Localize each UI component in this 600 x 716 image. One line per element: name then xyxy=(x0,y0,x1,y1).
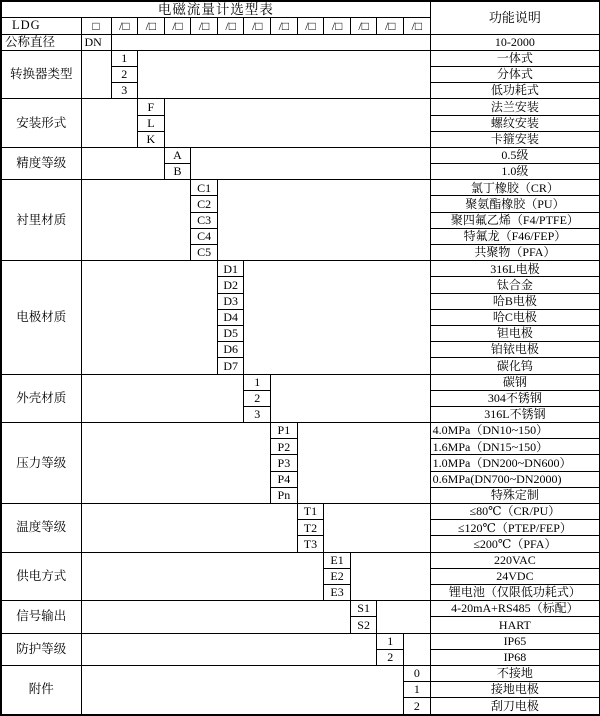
code-cell: P4 xyxy=(271,471,298,487)
function-cell: 特殊定制 xyxy=(430,487,600,503)
code-cell: P2 xyxy=(271,439,298,455)
empty-cell xyxy=(244,261,430,374)
code-cell: B xyxy=(164,164,191,180)
code-cell: D5 xyxy=(217,325,244,341)
function-cell: 304不锈钢 xyxy=(430,390,600,406)
function-column-header: 功能说明 xyxy=(430,1,600,34)
empty-cell xyxy=(81,633,377,665)
empty-cell xyxy=(217,180,430,261)
function-cell: 氯丁橡胶（CR） xyxy=(430,180,600,196)
code-cell: 3 xyxy=(244,406,271,422)
function-cell: ≤200℃（PFA） xyxy=(430,536,600,552)
function-cell: 1.0级 xyxy=(430,164,600,180)
code-cell: E3 xyxy=(324,584,351,600)
function-cell: 316L电极 xyxy=(430,261,600,277)
model-segment-box: /□ xyxy=(111,18,138,34)
code-cell: P3 xyxy=(271,455,298,471)
empty-cell xyxy=(81,504,297,553)
code-cell: C5 xyxy=(191,245,218,261)
category-label: 公称直径 xyxy=(1,34,81,50)
category-label: 温度等级 xyxy=(1,504,81,553)
code-cell: E1 xyxy=(324,552,351,568)
function-cell: 卡箍安装 xyxy=(430,131,600,147)
function-cell: 碳化钨 xyxy=(430,358,600,374)
code-cell: P1 xyxy=(271,423,298,439)
category-label: 外壳材质 xyxy=(1,374,81,423)
function-cell: ≤120℃（PTEP/FEP） xyxy=(430,520,600,536)
function-cell: 法兰安装 xyxy=(430,99,600,115)
code-cell: T2 xyxy=(297,520,324,536)
code-cell: 0 xyxy=(404,665,431,681)
table-row xyxy=(1,147,600,163)
code-cell: 1 xyxy=(111,50,138,66)
table-row xyxy=(1,601,600,617)
function-cell: 共聚物（PFA） xyxy=(430,245,600,261)
table-row xyxy=(1,504,600,520)
function-cell: 碳钢 xyxy=(430,374,600,390)
code-cell: 3 xyxy=(111,83,138,99)
empty-cell xyxy=(81,601,350,633)
empty-cell xyxy=(297,423,430,504)
code-cell: C4 xyxy=(191,228,218,244)
function-cell: 铂铱电极 xyxy=(430,342,600,358)
function-cell: 刮刀电极 xyxy=(430,698,600,715)
code-cell: D6 xyxy=(217,342,244,358)
function-cell: 1.6MPa（DN15~150） xyxy=(430,439,600,455)
function-cell: 1.0MPa（DN200~DN600） xyxy=(430,455,600,471)
code-cell: 1 xyxy=(244,374,271,390)
page-title: 电磁流量计选型表 xyxy=(1,1,430,18)
table-row xyxy=(1,552,600,568)
code-cell: DN xyxy=(81,34,111,50)
table-row xyxy=(1,374,600,390)
function-cell: 0.5级 xyxy=(430,147,600,163)
function-cell: 哈B电极 xyxy=(430,293,600,309)
function-cell: 4.0MPa（DN10~150） xyxy=(430,423,600,439)
empty-cell xyxy=(377,601,430,633)
empty-cell xyxy=(111,34,430,50)
function-cell: 316L不锈钢 xyxy=(430,406,600,422)
code-cell: S2 xyxy=(350,617,377,633)
model-segment-box: /□ xyxy=(191,18,218,34)
function-cell: 钛合金 xyxy=(430,277,600,293)
table-row xyxy=(1,50,600,66)
code-cell: 2 xyxy=(244,390,271,406)
code-cell: 2 xyxy=(404,698,431,715)
code-cell: A xyxy=(164,147,191,163)
function-cell: 螺纹安装 xyxy=(430,115,600,131)
model-segment-box: /□ xyxy=(138,18,165,34)
model-segment-box: /□ xyxy=(350,18,377,34)
table-row xyxy=(1,1,600,18)
function-cell: 4-20mA+RS485（标配） xyxy=(430,601,600,617)
empty-cell xyxy=(81,374,244,423)
table-row xyxy=(1,34,600,50)
table-row xyxy=(1,665,600,681)
category-label: 精度等级 xyxy=(1,147,81,179)
empty-cell xyxy=(81,552,324,601)
model-segment-box: /□ xyxy=(377,18,404,34)
code-cell: L xyxy=(138,115,165,131)
model-prefix: LDG xyxy=(1,18,81,34)
category-label: 信号输出 xyxy=(1,601,81,633)
code-cell: 1 xyxy=(377,633,404,649)
table-row xyxy=(1,423,600,439)
function-cell: IP65 xyxy=(430,633,600,649)
table-row xyxy=(1,633,600,649)
model-segment-box: /□ xyxy=(164,18,191,34)
code-cell: D3 xyxy=(217,293,244,309)
empty-cell xyxy=(404,633,431,665)
table-row xyxy=(1,261,600,277)
function-cell: 钽电极 xyxy=(430,325,600,341)
empty-cell xyxy=(81,50,111,99)
code-cell: F xyxy=(138,99,165,115)
code-cell: 2 xyxy=(111,66,138,82)
function-cell: 聚四氟乙烯（F4/PTFE） xyxy=(430,212,600,228)
function-cell: 特氟龙（F46/FEP） xyxy=(430,228,600,244)
empty-cell xyxy=(81,261,217,374)
category-label: 附件 xyxy=(1,665,81,715)
code-cell: K xyxy=(138,131,165,147)
code-cell: 2 xyxy=(377,649,404,665)
function-cell: HART xyxy=(430,617,600,633)
table-row xyxy=(1,180,600,196)
code-cell: C1 xyxy=(191,180,218,196)
empty-cell xyxy=(81,665,404,715)
empty-cell xyxy=(81,99,138,148)
category-label: 安装形式 xyxy=(1,99,81,148)
function-cell: 一体式 xyxy=(430,50,600,66)
category-label: 供电方式 xyxy=(1,552,81,601)
function-cell: 接地电极 xyxy=(430,682,600,698)
model-segment-box: /□ xyxy=(297,18,324,34)
function-cell: 0.6MPa(DN700~DN2000) xyxy=(430,471,600,487)
model-segment-box: /□ xyxy=(404,18,431,34)
code-cell: D1 xyxy=(217,261,244,277)
empty-cell xyxy=(350,552,430,601)
code-cell: E2 xyxy=(324,568,351,584)
function-cell: 10-2000 xyxy=(430,34,600,50)
code-cell: T1 xyxy=(297,504,324,520)
empty-cell xyxy=(81,423,271,504)
empty-cell xyxy=(81,180,191,261)
empty-cell xyxy=(164,99,430,148)
code-cell: C3 xyxy=(191,212,218,228)
function-cell: IP68 xyxy=(430,649,600,665)
model-segment-box: /□ xyxy=(324,18,351,34)
category-label: 转换器类型 xyxy=(1,50,81,99)
function-cell: ≤80℃（CR/PU） xyxy=(430,504,600,520)
category-label: 防护等级 xyxy=(1,633,81,665)
code-cell: D7 xyxy=(217,358,244,374)
model-segment-box: /□ xyxy=(271,18,298,34)
category-label: 电极材质 xyxy=(1,261,81,374)
code-cell: S1 xyxy=(350,601,377,617)
code-cell: Pn xyxy=(271,487,298,503)
model-base-box: □ xyxy=(81,18,111,34)
empty-cell xyxy=(271,374,431,423)
empty-cell xyxy=(191,147,430,179)
code-cell: D2 xyxy=(217,277,244,293)
table-row xyxy=(1,99,600,115)
model-segment-box: /□ xyxy=(217,18,244,34)
function-cell: 锂电池（仅限低功耗式） xyxy=(430,584,600,600)
category-label: 压力等级 xyxy=(1,423,81,504)
code-cell: D4 xyxy=(217,309,244,325)
empty-cell xyxy=(324,504,430,553)
function-cell: 哈C电极 xyxy=(430,309,600,325)
function-cell: 220VAC xyxy=(430,552,600,568)
function-cell: 低功耗式 xyxy=(430,83,600,99)
empty-cell xyxy=(138,50,431,99)
model-segment-box: /□ xyxy=(244,18,271,34)
code-cell: 1 xyxy=(404,682,431,698)
code-cell: T3 xyxy=(297,536,324,552)
code-cell: C2 xyxy=(191,196,218,212)
function-cell: 分体式 xyxy=(430,66,600,82)
category-label: 衬里材质 xyxy=(1,180,81,261)
function-cell: 24VDC xyxy=(430,568,600,584)
function-cell: 聚氨酯橡胶（PU） xyxy=(430,196,600,212)
empty-cell xyxy=(81,147,164,179)
function-cell: 不接地 xyxy=(430,665,600,681)
